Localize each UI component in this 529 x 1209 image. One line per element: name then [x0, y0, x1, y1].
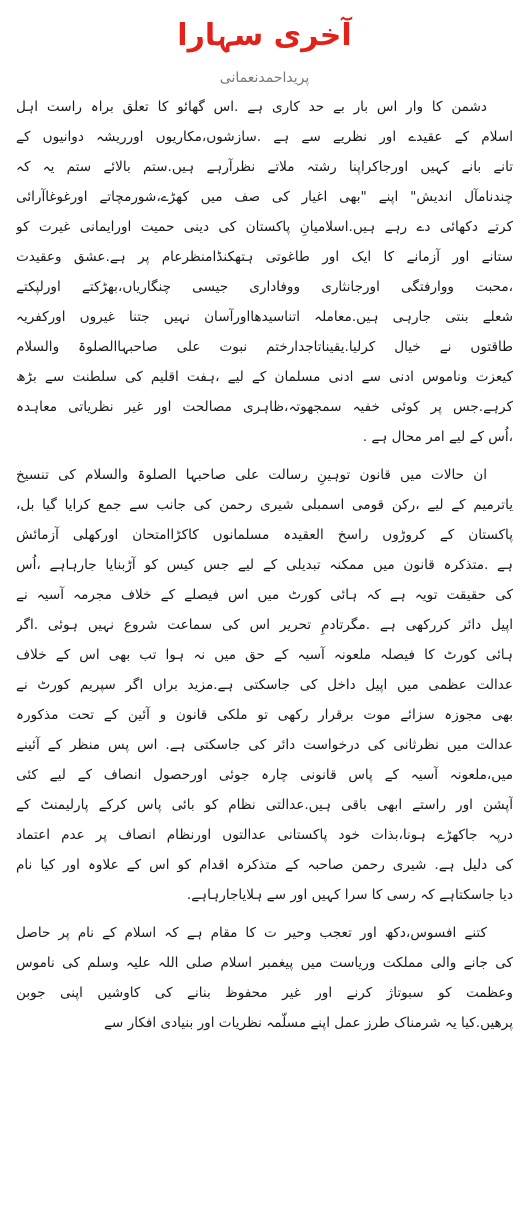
paragraph-line: اسلام کے عقیدے اور نظریے سے ہے .سازشوں،مکاریوں اورریشہ دوانیوں کے: [16, 129, 513, 145]
paragraph-line: چندنامآل اندیش" اپنے "بھی اغیار کی صف میں کھڑے،شورمچاتے اورغوغاآرائی: [16, 189, 513, 205]
article-author: پریداحمدنعمانی: [219, 70, 310, 86]
article-paragraph: [16, 918, 513, 1038]
paragraph-line: کرہے.جس پر کوئی خفیہ سمجھوتہ،ظاہری مصالحت اور غیر نظریاتی معاہدہ: [16, 399, 513, 415]
paragraph-line: ،اُس کے لیے امر محال ہے .: [362, 429, 513, 445]
paragraph-line: تانے بانے کہیں اورجاکراپنا رشتہ ملاتے نظرآرہے ہیں.ستم بالائے ستم یہ کہ: [16, 159, 513, 175]
article-paragraph: [16, 92, 513, 452]
paragraph-line: ان حالات میں قانون توہینِ رسالت علی صاحبہا الصلوۃ والسلام کی تنسیخ: [16, 467, 487, 483]
paragraph-line: یاترمیم کے لیے ،رکن قومی اسمبلی شیری رحمن کی جانب سے جمع کرایا گیا بل،: [16, 497, 513, 513]
paragraph-line: ہے .متذکرہ قانون میں ممکنہ تبدیلی کے لیے جس کیس کو آڑبنایا جارہاہے ،اُس: [16, 557, 513, 573]
paragraph-line: اپیل دائر کررکھی ہے .مگرتادمِ تحریر اس کی سماعت شروع نہیں ہوئی .اگر: [16, 617, 513, 633]
paragraph-line: دیا جاسکتاہے کہ رسی کا سرا کہیں اور سے ہلایاجارہاہے.: [186, 887, 513, 903]
paragraph-line: وعظمت کو سبوتاژ کرنے اور غیر محفوظ بنانے کی کاوشیں اپنی جوبن: [16, 985, 513, 1001]
paragraph-line: کی جانے والی مملکت وریاست میں پیغمبر اسلام صلی اللہ علیہ وسلم کی ناموس: [16, 955, 513, 971]
paragraph-line: بھی مجوزہ سزائے موت برقرار رکھی تو ملکی قانون و آئین کے تحت مذکورہ: [16, 707, 513, 723]
paragraph-line: میں،ملعونہ آسیہ کے پاس قانونی چارہ جوئی اورحصول انصاف کے لیے کئی: [16, 767, 513, 783]
paragraph-line: کی حقیقت تویہ ہے کہ ہائی کورٹ میں اس فیصلے کے خلاف مجرمہ آسیہ نے: [16, 587, 513, 603]
article-body: [16, 92, 513, 1038]
paragraph-line: ہائی کورٹ کا فیصلہ ملعونہ آسیہ کے حق میں نہ ہوا تب بھی اس کے خلاف: [16, 647, 513, 663]
paragraph-line: شعلے بنتی جارہی ہیں.معاملہ اتناسیدھااورآسان نہیں جتنا غیروں اورکفریہ: [16, 309, 513, 325]
paragraph-spacer: [16, 452, 513, 460]
paragraph-line: عدالت عظمی میں اپیل داخل کی جاسکتی ہے.مزید براں اگر سپریم کورٹ نے: [16, 677, 513, 693]
article-title: آخری سہارا: [177, 18, 352, 53]
paragraph-line: دشمن کا وار اس بار بے حد کاری ہے .اس گھائو کا تعلق براہ راست اہل: [16, 99, 487, 115]
paragraph-line: پاکستان کے کروڑوں راسخ العقیدہ مسلمانوں کاکڑاامتحان اورکھلی آزمائش: [16, 527, 513, 543]
paragraph-line: درپہ جاکھڑے ہونا،بذات خود پاکستانی عدالتوں اورنظام انصاف پر عدم اعتماد: [16, 827, 513, 843]
paragraph-line: ستانے اور آزمانے کا ایک اور طاغوتی ہتھکنڈامنظرعام پر ہے.عشق وعقیدت: [16, 249, 513, 265]
paragraph-line: عدالت میں نظرثانی کی درخواست دائر کی جاسکتی ہے. اس پس منظر کے آئینے: [16, 737, 513, 753]
paragraph-line: طاقتوں نے خیال کرلیا.یقیناتاجدارختم نبوت علی صاحبہاالصلوۃ والسلام: [16, 339, 513, 355]
paragraph-spacer: [16, 910, 513, 918]
paragraph-line: پرھیں.کیا یہ شرمناک طرز عمل اپنے مسلّمہ نظریات اور بنیادی افکار سے: [103, 1015, 513, 1031]
paragraph-line: کرتے دکھائی دے رہے ہیں.اسلامیانِ پاکستان کی دینی حمیت اورایمانی غیرت کو: [16, 219, 513, 235]
paragraph-line: کتنے افسوس،دکھ اور تعجب وحیر ت کا مقام ہے کہ اسلام کے نام پر حاصل: [16, 925, 487, 941]
paragraph-line: آپشن اور راستے ابھی باقی ہیں.عدالتی نظام کو بائی پاس کرکے پارلیمنٹ کے: [16, 797, 513, 813]
article-paragraph: [16, 460, 513, 910]
paragraph-line: کی دلیل ہے. شیری رحمن صاحبہ کے متذکرہ اقدام کو اس کے علاوہ اور کیا نام: [16, 857, 513, 873]
paragraph-line: کیعزت وناموس ادنی سے ادنی مسلمان کے لیے ،ہفت اقلیم کی سلطنت سے بڑھ: [16, 369, 513, 385]
paragraph-line: ،محبت ووارفتگی اورجانثاری ووفاداری جیسی چنگاریاں،بھڑکتے اورلپکتے: [16, 279, 513, 295]
